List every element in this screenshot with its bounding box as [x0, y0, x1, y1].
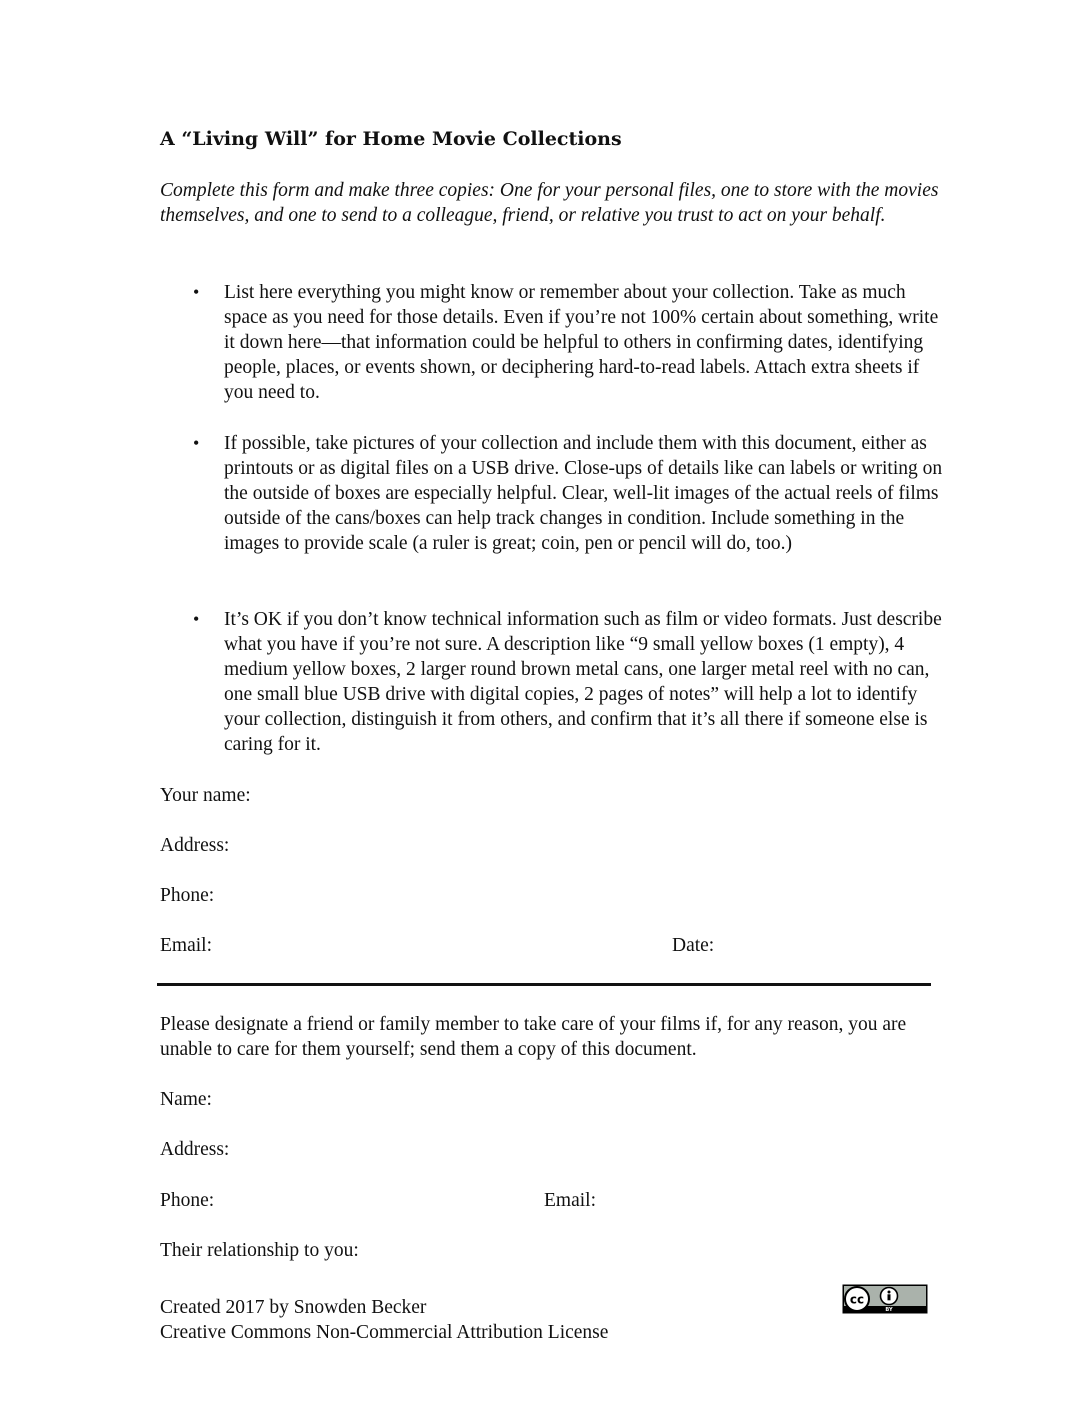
owner-phone-label: Phone:	[160, 885, 215, 906]
list-item-text: It’s OK if you don’t know technical information such as film or video formats. Just describe what you have if you’re not sure. A description like “9 small yellow boxes (1 empty), 4 medium yellow boxes, 2 larger round brown metal cans, one larger metal reel with no can, one small blue USB drive with digital copies, 2 pages of notes” will help a lot to identify your collection, distinguish it from others, and confirm that it’s all there if someone else is caring for it.	[224, 609, 942, 755]
list-item	[193, 431, 944, 556]
bullet-icon: •	[193, 609, 200, 629]
cc-glyph: cc	[849, 1292, 865, 1307]
bullet-icon: •	[193, 282, 200, 302]
badge-by-text: BY	[885, 1307, 893, 1313]
footer-license: Creative Commons Non-Commercial Attribution License	[160, 1322, 609, 1343]
owner-address-label: Address:	[160, 835, 230, 856]
date-label: Date:	[672, 935, 715, 956]
section-divider	[157, 983, 931, 986]
person-body	[888, 1294, 891, 1300]
designate-paragraph: Please designate a friend or family member to take care of your films if, for any reason, you are unable to care for them yourself; send them a copy of this document.	[160, 1014, 907, 1060]
list-item	[193, 607, 944, 757]
list-item-text: List here everything you might know or remember about your collection. Take as much space as you need for those details. Even if you’re not 100% certain about something, write it down here—that information could be helpful to others in confirming dates, identifying people, places, or events shown, or deciphering hard-to-read labels. Attach extra sheets if you need to.	[224, 282, 939, 403]
intro-instructions	[160, 178, 950, 228]
designee-phone-label: Phone:	[160, 1190, 215, 1211]
designee-name-label: Name:	[160, 1089, 212, 1110]
list-item-text: If possible, take pictures of your collection and include them with this document, either as printouts or as digital files on a USB drive. Close-ups of details like can labels or writing on the outside of boxes are especially helpful. Clear, well-lit images of the actual reels of films outside of the cans/boxes can help track changes in condition. Include something in the images to provide scale (a ruler is great; coin, pen or pencil will do, too.)	[224, 433, 943, 554]
intro-text: Complete this form and make three copies: One for your personal files, one to store with the movies themselves, and one to send to a colleague, friend, or relative you trust to act on your behalf.	[160, 180, 939, 226]
creative-commons-by-icon	[842, 1284, 928, 1314]
relationship-label: Their relationship to you:	[160, 1240, 359, 1261]
document-title: A “Living Will” for Home Movie Collections	[160, 128, 622, 150]
your-name-label: Your name:	[160, 785, 251, 806]
footer-credit: Created 2017 by Snowden Becker	[160, 1297, 427, 1318]
list-item	[193, 280, 944, 405]
designee-address-label: Address:	[160, 1139, 230, 1160]
bullet-icon: •	[193, 433, 200, 453]
owner-email-label: Email:	[160, 935, 212, 956]
cc-badge-graphic	[842, 1284, 928, 1314]
designee-email-label: Email:	[544, 1190, 596, 1211]
person-head	[888, 1291, 891, 1294]
